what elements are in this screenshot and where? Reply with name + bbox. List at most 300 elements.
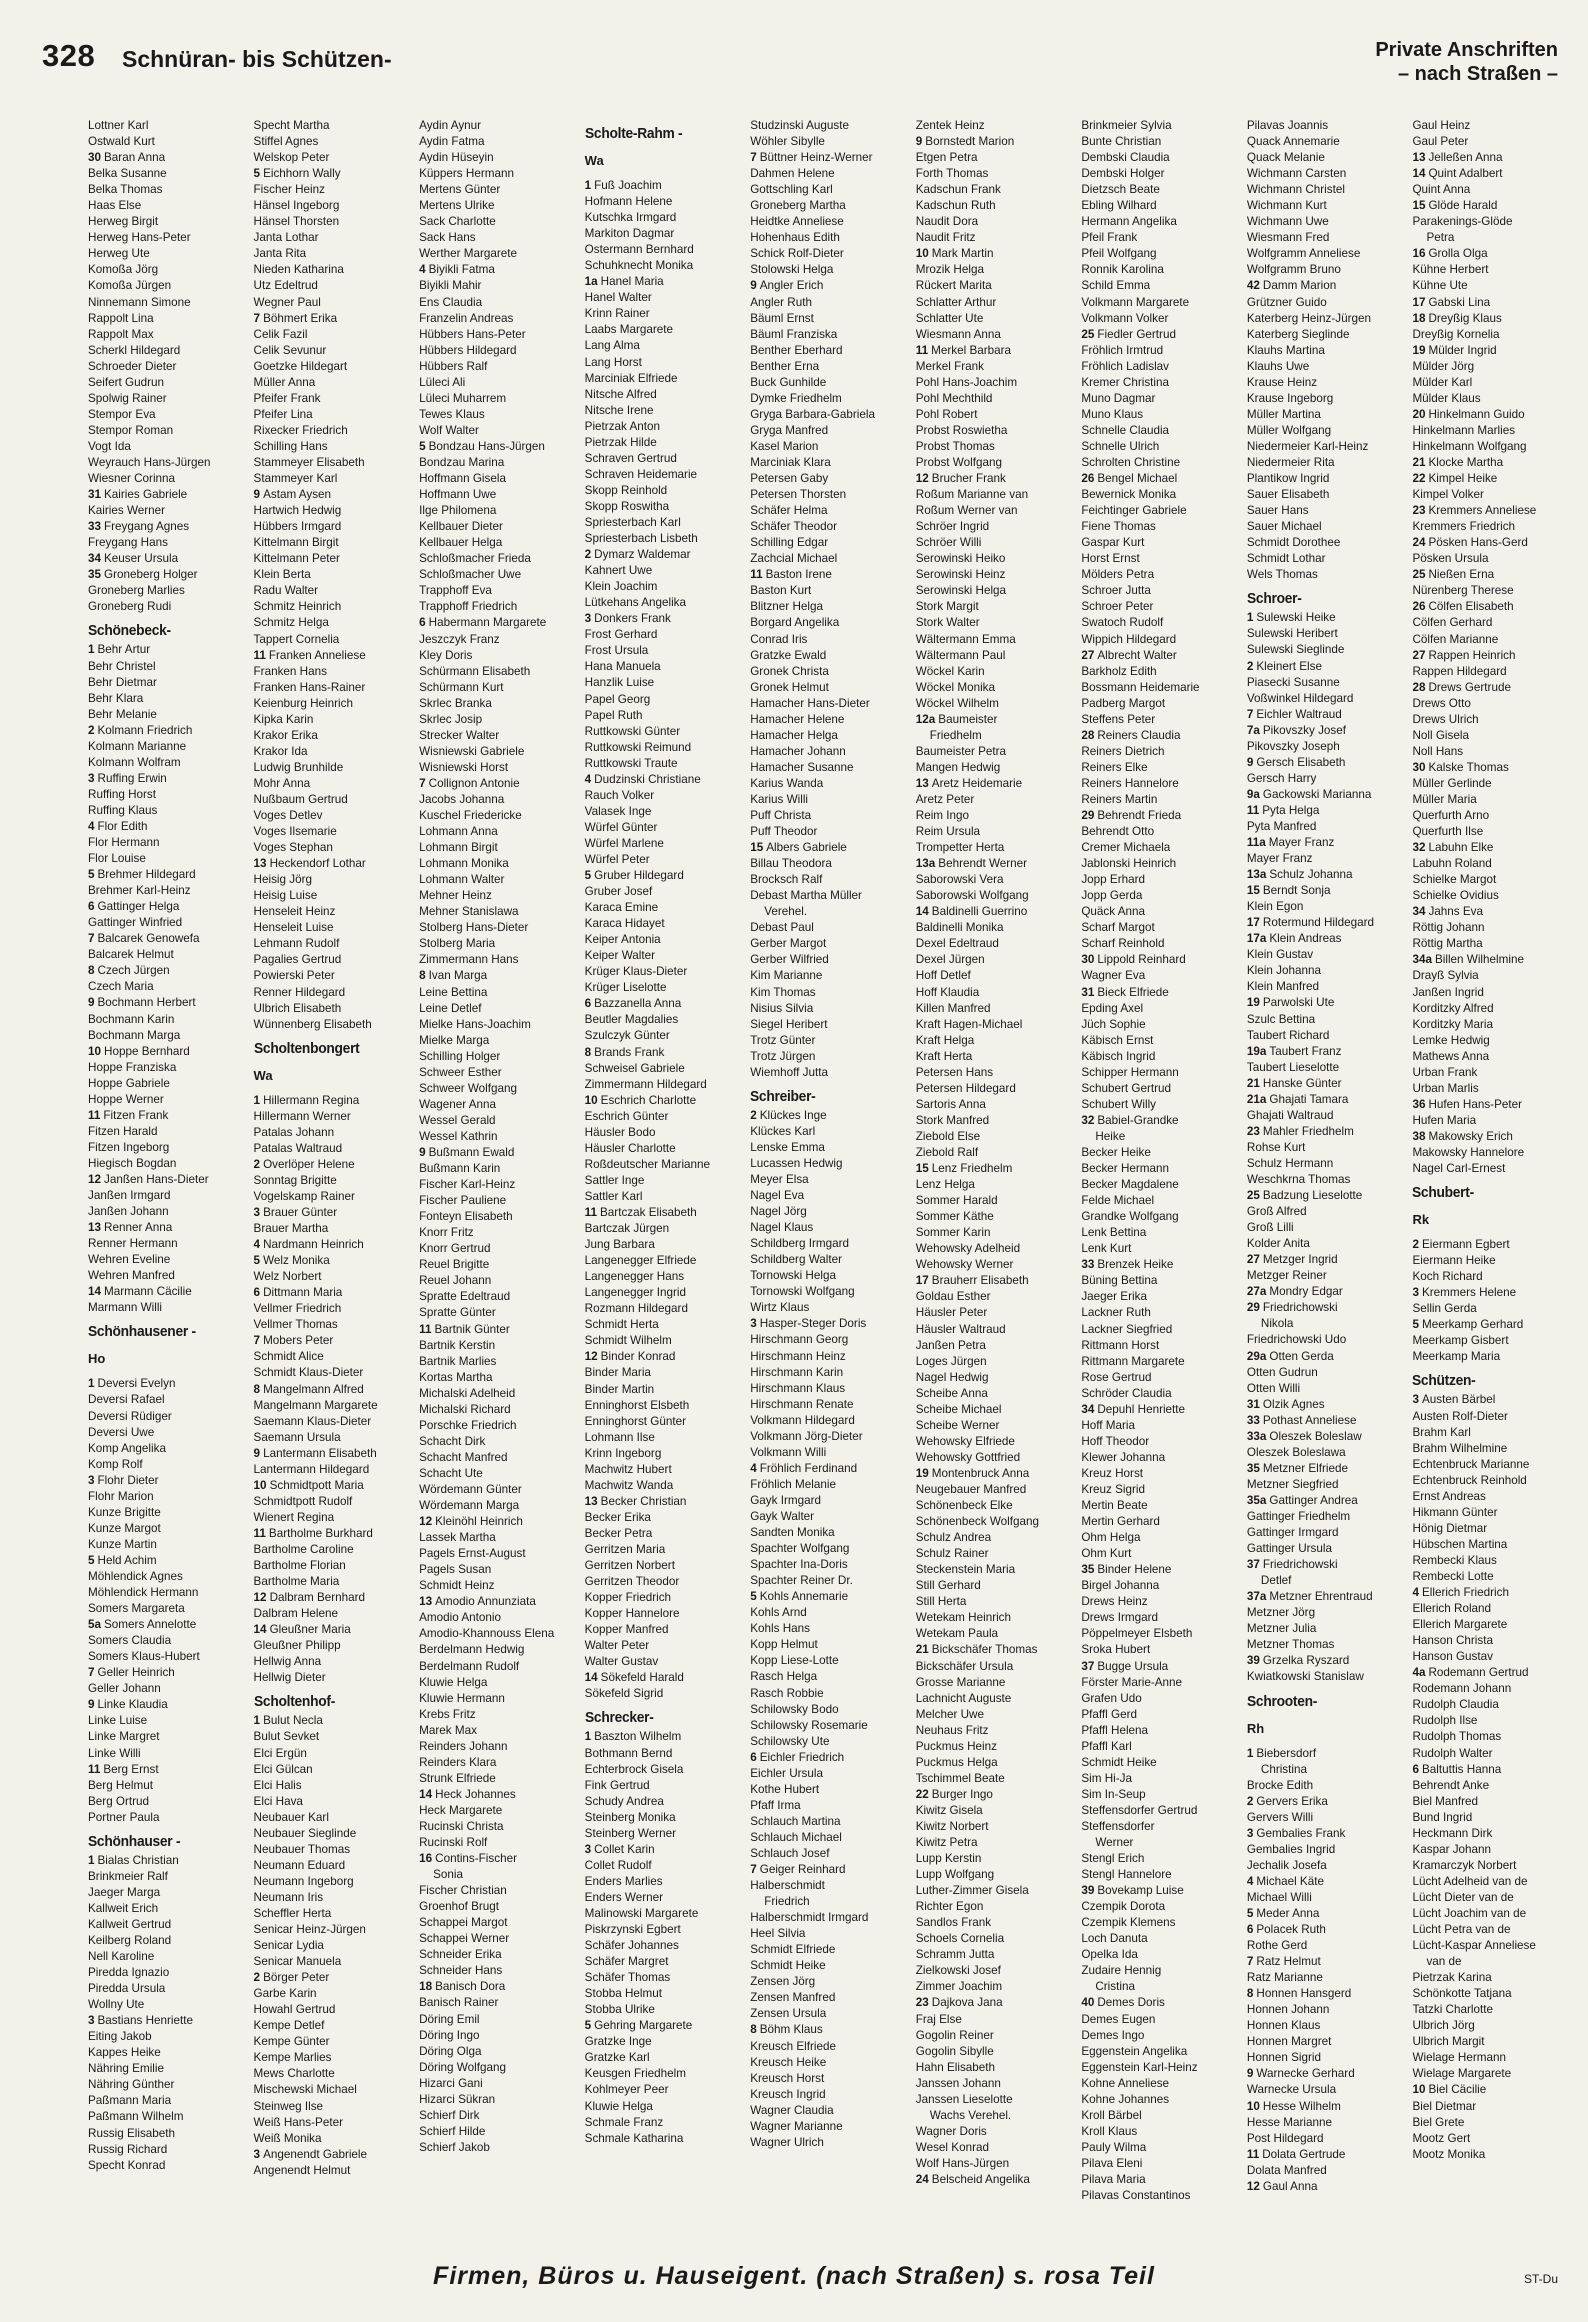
- resident-name: Billen Wilhelmine: [1434, 953, 1524, 967]
- resident-entry: [1247, 1252, 1403, 1268]
- resident-entry: Laabs Margarete: [584, 323, 674, 337]
- resident-entry: [419, 1979, 575, 1995]
- house-number: 3: [750, 1317, 757, 1331]
- resident-entry: Scheibe Michael: [915, 1402, 1002, 1416]
- resident-name: Otten Gerda: [1269, 1349, 1334, 1363]
- resident-entry: [1247, 755, 1403, 771]
- resident-name: Dittmann Maria: [263, 1286, 343, 1300]
- resident-name: Ghajati Tamara: [1269, 1092, 1349, 1106]
- resident-entry: Kolmann Wolfram: [88, 755, 181, 769]
- resident-entry: [916, 246, 1072, 262]
- resident-entry: Tschimmel Beate: [915, 1771, 1005, 1785]
- resident-entry: Voges Stephan: [253, 841, 333, 855]
- resident-name: Bovekamp Luise: [1097, 1884, 1184, 1898]
- house-number: 42: [1246, 279, 1260, 293]
- resident-name: Hufen Hans-Peter: [1428, 1097, 1522, 1111]
- resident-name: Geiger Reinhard: [759, 1863, 846, 1877]
- resident-entry: Kraft Helga: [915, 1033, 975, 1047]
- house-number: 34a: [1412, 953, 1432, 967]
- directory-column: [88, 118, 244, 2204]
- resident-name: Rodemann Gertrud: [1428, 1666, 1529, 1680]
- resident-entry: Pfeifer Lina: [253, 407, 313, 421]
- resident-entry: Lücht Dieter van de: [1412, 1890, 1514, 1904]
- resident-entry: Baston Kurt: [750, 584, 812, 598]
- resident-name: Deversi Evelyn: [97, 1377, 176, 1391]
- resident-entry: Hoffmann Uwe: [419, 488, 497, 502]
- house-number: 2: [88, 723, 95, 737]
- resident-name: Freygang Agnes: [104, 520, 190, 534]
- resident-name: Bulut Necla: [263, 1714, 323, 1728]
- resident-entry: [419, 439, 575, 455]
- resident-entry: Berg Helmut: [88, 1778, 153, 1792]
- resident-entry: Kwiatkowski Stanislaw: [1246, 1670, 1364, 1684]
- resident-name: Collet Karin: [594, 1842, 655, 1856]
- resident-entry: Ostwald Kurt: [88, 135, 155, 149]
- resident-name: Heck Johannes: [435, 1787, 516, 1801]
- resident-name: Eichler Waltraud: [1256, 707, 1342, 721]
- resident-entry: Schmale Franz: [584, 2115, 664, 2129]
- resident-entry: Mertin Beate: [1081, 1499, 1148, 1513]
- resident-entry: [750, 1108, 906, 1124]
- resident-entry: Amodio-Khannouss Elena: [419, 1627, 555, 1641]
- resident-name: Baszton Wilhelm: [594, 1730, 682, 1744]
- resident-name: Binder Helene: [1097, 1563, 1172, 1577]
- resident-entry: Tatzki Charlotte: [1412, 2003, 1493, 2017]
- resident-entry: Pfeifer Frank: [253, 391, 321, 405]
- resident-entry: Janssen Johann: [915, 2076, 1001, 2090]
- resident-entry: [1412, 246, 1568, 262]
- resident-entry: Fischer Heinz: [253, 183, 325, 197]
- resident-entry: Ruttkowski Günter: [584, 724, 681, 738]
- resident-entry: Schmidt Lothar: [1246, 552, 1326, 566]
- house-number: 39: [1081, 1884, 1095, 1898]
- resident-entry: Scheffler Herta: [253, 1906, 332, 1920]
- resident-entry: Knorr Gertrud: [419, 1242, 491, 1256]
- resident-entry: Hizarci Gani: [419, 2076, 483, 2090]
- resident-entry: Otten Willi: [1246, 1381, 1301, 1395]
- resident-entry: Becker Hermann: [1081, 1162, 1170, 1176]
- resident-entry: Gruber Josef: [584, 885, 653, 899]
- resident-entry: Michalski Adelheid: [419, 1386, 516, 1400]
- resident-entry: [1247, 1413, 1403, 1429]
- resident-entry: Jaeger Marga: [88, 1885, 161, 1899]
- resident-name: Ruffing Erwin: [97, 771, 167, 785]
- resident-name: Flor Edith: [97, 819, 148, 833]
- resident-entry: [254, 1713, 410, 1729]
- street-heading: Schrecker-: [584, 1709, 654, 1727]
- house-number: 23: [915, 1996, 929, 2010]
- resident-entry: Rittmann Horst: [1081, 1338, 1160, 1352]
- resident-entry: Kallweit Erich: [88, 1901, 159, 1915]
- resident-entry: Vogelskamp Rainer: [253, 1189, 355, 1203]
- resident-entry: [585, 547, 741, 563]
- house-number: 6: [584, 997, 592, 1011]
- resident-entry: [1081, 1659, 1237, 1675]
- resident-name: Parwolski Ute: [1262, 996, 1335, 1010]
- resident-entry: Weschkrna Thomas: [1246, 1173, 1351, 1186]
- resident-entry: [1247, 1874, 1403, 1890]
- resident-name: Mahler Friedhelm: [1262, 1124, 1354, 1138]
- resident-entry: Wöckel Wilhelm: [915, 696, 999, 710]
- house-number: 9: [1246, 2067, 1254, 2081]
- resident-name: Biebersdorf: [1256, 1746, 1317, 1760]
- resident-entry: Marek Max: [419, 1723, 477, 1737]
- resident-entry: Enders Werner: [584, 1890, 664, 1904]
- resident-entry: Schild Emma: [1081, 279, 1151, 293]
- resident-entry: Ellerich Roland: [1412, 1602, 1492, 1616]
- resident-entry: Nitsche Alfred: [584, 387, 657, 401]
- resident-entry: Kutschka Irmgard: [584, 211, 677, 225]
- street-heading: Scholtenhof-: [253, 1693, 335, 1711]
- resident-entry: Keiper Walter: [584, 949, 656, 963]
- resident-entry: Döring Olga: [419, 2044, 482, 2058]
- resident-entry: [585, 2018, 741, 2034]
- section-label: [1375, 38, 1558, 86]
- resident-entry: Sandlos Frank: [915, 1916, 992, 1930]
- resident-entry: Spratte Günter: [419, 1306, 496, 1320]
- resident-entry: Hanson Christa: [1412, 1634, 1493, 1648]
- resident-entry: [419, 1145, 575, 1161]
- house-number: 1: [1246, 1746, 1254, 1760]
- house-number: 4: [750, 1461, 757, 1475]
- resident-entry: Schröder Claudia: [1081, 1386, 1172, 1400]
- resident-entry: Rudolph Ilse: [1412, 1714, 1478, 1728]
- resident-name: Bialas Christian: [97, 1853, 179, 1867]
- resident-name: Bornstedt Marion: [925, 135, 1015, 149]
- resident-entry: Schnelle Claudia: [1081, 423, 1170, 437]
- resident-entry: Stammeyer Elisabeth: [253, 455, 365, 469]
- resident-entry: Schmale Katharina: [584, 2131, 684, 2145]
- resident-entry: Langenegger Hans: [584, 1270, 685, 1284]
- resident-name: Fröhlich Ferdinand: [759, 1461, 858, 1475]
- resident-entry: Dahmen Helene: [750, 167, 835, 181]
- resident-entry: Kadschun Ruth: [915, 199, 996, 213]
- resident-entry: Serowinski Heinz: [915, 568, 1006, 582]
- resident-entry: Saemann Ursula: [253, 1430, 341, 1444]
- resident-entry: Rittmann Margarete: [1081, 1354, 1185, 1368]
- resident-entry: [88, 487, 244, 503]
- resident-name: Austen Bärbel: [1421, 1393, 1496, 1407]
- house-number: 2: [1412, 1238, 1419, 1252]
- resident-entry: Klein Manfred: [1246, 980, 1319, 994]
- resident-entry: Wördemann Marga: [419, 1499, 520, 1513]
- resident-entry: Schlatter Ute: [915, 311, 984, 325]
- resident-entry: Wippich Hildegard: [1081, 632, 1177, 646]
- resident-entry: Beutler Magdalies: [584, 1013, 679, 1027]
- resident-entry: Echtenbruck Marianne: [1412, 1457, 1530, 1471]
- resident-entry: Kreusch Heike: [750, 2055, 827, 2069]
- resident-entry: Renner Hildegard: [253, 985, 346, 999]
- resident-entry: Markiton Dagmar: [584, 227, 675, 241]
- resident-entry: Opelka Ida: [1081, 1948, 1138, 1962]
- resident-entry: Bewernick Monika: [1081, 488, 1177, 502]
- resident-entry: Stiffel Agnes: [253, 135, 319, 149]
- resident-entry: Behr Dietmar: [88, 675, 157, 689]
- resident-name: Ratz Helmut: [1256, 1955, 1321, 1969]
- house-number: 5: [419, 439, 426, 453]
- house-number: 3: [584, 612, 592, 626]
- house-number: 33: [1246, 1413, 1260, 1427]
- resident-entry: Melcher Uwe: [915, 1707, 984, 1721]
- resident-entry: Kappes Heike: [88, 2046, 161, 2060]
- resident-entry: Bartnik Marlies: [419, 1354, 497, 1368]
- resident-entry: Schmitz Helga: [253, 616, 329, 630]
- house-number: 9: [419, 1146, 426, 1159]
- resident-entry: Meerkamp Gisbert: [1412, 1334, 1509, 1348]
- resident-entry: Bochmann Marga: [88, 1028, 181, 1042]
- resident-name: Eichhorn Wally: [263, 167, 341, 181]
- resident-entry: [585, 1729, 741, 1745]
- resident-entry: Neubauer Sieglinde: [253, 1826, 357, 1840]
- resident-entry: Kadschun Frank: [915, 183, 1001, 197]
- house-number: 7: [88, 932, 95, 946]
- resident-entry: Sauer Michael: [1246, 520, 1322, 534]
- resident-entry: Rembecki Lotte: [1412, 1569, 1494, 1583]
- resident-name: Becker Christian: [600, 1494, 687, 1508]
- resident-entry: Lohmann Birgit: [419, 841, 498, 855]
- resident-entry: Lüleci Ali: [419, 375, 466, 389]
- resident-name: Labuhn Elke: [1428, 841, 1494, 855]
- resident-entry: Wöckel Karin: [915, 664, 985, 678]
- resident-name: Sökefeld Harald: [600, 1671, 684, 1685]
- resident-entry: Sroka Hubert: [1081, 1643, 1151, 1657]
- resident-entry: Kimpel Volker: [1412, 488, 1484, 502]
- resident-entry: Hofmann Helene: [584, 195, 673, 209]
- resident-entry: Zachcial Michael: [750, 552, 838, 566]
- resident-entry: Kellbauer Dieter: [419, 520, 503, 534]
- resident-entry: Cölfen Marianne: [1412, 632, 1499, 646]
- resident-entry: Pagalies Gertrud: [253, 953, 342, 967]
- resident-entry: Hanson Gustav: [1412, 1650, 1493, 1664]
- resident-entry: Rudolph Thomas: [1412, 1730, 1502, 1744]
- resident-entry: Stork Margit: [915, 600, 979, 614]
- resident-entry: Ninnemann Simone: [88, 295, 191, 309]
- directory-column: [1081, 118, 1237, 2204]
- resident-name: Janßen Hans-Dieter: [104, 1173, 209, 1186]
- resident-entry: [1081, 1995, 1237, 2011]
- resident-entry: Querfurth Arno: [1412, 809, 1490, 823]
- resident-entry: Reuel Brigitte: [419, 1258, 490, 1272]
- resident-entry: Schönenbeck Wolfgang: [915, 1515, 1040, 1529]
- resident-entry: Dexel Jürgen: [915, 953, 985, 967]
- resident-entry: Dembski Holger: [1081, 167, 1165, 181]
- resident-entry: Fitzen Ingeborg: [88, 1140, 170, 1154]
- resident-entry: Müller Maria: [1412, 792, 1477, 806]
- resident-entry: Etgen Petra: [915, 151, 978, 165]
- house-number: 34: [1081, 1402, 1095, 1416]
- resident-entry: Makowsky Hannelore: [1412, 1146, 1525, 1159]
- resident-entry: [1412, 1237, 1568, 1253]
- resident-entry: Wolf Hans-Jürgen: [915, 2156, 1010, 2170]
- resident-entry: Echterbrock Gisela: [584, 1762, 684, 1776]
- resident-entry: Metzner Jörg: [1246, 1606, 1316, 1620]
- house-number: 28: [1412, 680, 1426, 694]
- resident-entry: Ohm Helga: [1081, 1531, 1141, 1545]
- resident-name: Renner Anna: [104, 1221, 173, 1235]
- resident-entry: Collet Rudolf: [584, 1858, 652, 1872]
- resident-entry: Mehner Stanislawa: [419, 905, 519, 919]
- resident-entry: Ulbrich Elisabeth: [253, 1001, 342, 1015]
- resident-name: Behrendt Werner: [938, 857, 1028, 871]
- resident-entry: Müller Wolfgang: [1246, 423, 1332, 437]
- resident-entry: [1412, 295, 1568, 311]
- resident-entry: Amodio Antonio: [419, 1611, 501, 1625]
- resident-entry: Schilling Edgar: [750, 536, 829, 550]
- resident-entry: Hönig Dietmar: [1412, 1521, 1488, 1535]
- house-number: 3: [253, 1206, 261, 1219]
- resident-entry: Ruttkowski Traute: [584, 756, 678, 770]
- resident-entry: Kortas Martha: [419, 1370, 493, 1384]
- resident-entry: Kühne Ute: [1412, 279, 1468, 293]
- resident-entry: Bund Ingrid: [1412, 1810, 1473, 1824]
- resident-entry: [254, 1157, 410, 1173]
- resident-entry: Kellbauer Helga: [419, 536, 503, 550]
- resident-entry: Heckmann Dirk: [1412, 1826, 1493, 1840]
- resident-entry: Steffensdorfer Gertrud: [1081, 1803, 1198, 1817]
- resident-entry: Käbisch Ernst: [1081, 1033, 1154, 1047]
- resident-entry: Stempor Eva: [88, 407, 156, 421]
- resident-name: Binder Konrad: [600, 1350, 676, 1364]
- resident-entry: Steffensdorfer: [1081, 1819, 1155, 1833]
- resident-entry: [1247, 787, 1403, 803]
- resident-entry: Kunze Martin: [88, 1537, 157, 1551]
- resident-entry: Sulewski Heribert: [1246, 627, 1338, 641]
- resident-entry: Hübbers Ralf: [419, 359, 488, 373]
- resident-name: Bartczak Elisabeth: [600, 1206, 697, 1219]
- resident-entry: Stobba Helmut: [584, 1987, 662, 2001]
- resident-entry: Gratzke Karl: [584, 2051, 650, 2065]
- house-number: 4: [584, 772, 592, 786]
- resident-entry: [88, 567, 244, 583]
- resident-entry: Hartwich Hedwig: [253, 504, 342, 518]
- resident-entry: Schildberg Irmgard: [750, 1237, 849, 1251]
- resident-entry: Linke Margret: [88, 1730, 160, 1744]
- resident-entry: Volkmann Hildegard: [750, 1413, 855, 1427]
- house-number: 12a: [915, 712, 936, 726]
- resident-entry: Serowinski Helga: [915, 584, 1007, 598]
- resident-name: Berg Ernst: [103, 1762, 159, 1776]
- resident-entry: Wetekam Paula: [915, 1627, 999, 1641]
- resident-entry: Eggenstein Angelika: [1081, 2044, 1188, 2058]
- resident-entry: Schönkotte Tatjana: [1412, 1987, 1512, 2001]
- resident-entry: Schlauch Martina: [750, 1814, 841, 1828]
- resident-entry: Pilavas Constantinos: [1081, 2189, 1191, 2203]
- resident-name: Ivan Marga: [428, 969, 488, 983]
- resident-entry: Honnen Sigrid: [1246, 2051, 1321, 2065]
- resident-entry: Pagels Susan: [419, 1563, 492, 1577]
- resident-entry: [916, 1466, 1072, 1482]
- resident-entry: Groenhof Brugt: [419, 1900, 500, 1914]
- resident-entry: Gaul Heinz: [1412, 119, 1471, 132]
- resident-entry: Spachter Wolfgang: [750, 1542, 850, 1556]
- resident-entry: Krüger Klaus-Dieter: [584, 965, 688, 979]
- resident-entry: [1412, 503, 1568, 519]
- resident-entry: Deversi Rüdiger: [88, 1409, 172, 1423]
- resident-entry: Lohmann Anna: [419, 825, 498, 839]
- house-number: 15: [915, 1162, 929, 1176]
- resident-entry: Heidtke Anneliese: [750, 215, 844, 229]
- resident-entry: Goetzke Hildegart: [253, 359, 348, 373]
- resident-entry: Wichmann Kurt: [1246, 199, 1327, 213]
- resident-name: Bochmann Herbert: [97, 996, 196, 1010]
- resident-entry: Hanel Walter: [584, 291, 652, 305]
- resident-entry: Sommer Karin: [915, 1226, 991, 1240]
- house-number: 10: [915, 247, 929, 261]
- resident-entry: Gottschling Karl: [750, 183, 833, 197]
- resident-entry: Schraven Gertrud: [584, 451, 677, 465]
- resident-entry: Schneider Erika: [419, 1948, 502, 1962]
- resident-entry: Radu Walter: [253, 584, 319, 598]
- resident-entry: [254, 1093, 410, 1109]
- resident-entry: Reim Ingo: [915, 809, 970, 823]
- name-continuation: Detlef: [1260, 1574, 1292, 1588]
- resident-entry: Warnecke Ursula: [1246, 2083, 1337, 2097]
- resident-entry: Krakor Erika: [253, 728, 318, 742]
- resident-entry: Wolf Walter: [419, 423, 479, 437]
- resident-entry: Kremmers Friedrich: [1412, 520, 1516, 534]
- resident-name: Warnecke Gerhard: [1256, 2067, 1355, 2081]
- house-number: 13: [915, 776, 929, 790]
- house-number: 21a: [1246, 1092, 1267, 1106]
- resident-entry: Drews Otto: [1412, 696, 1471, 710]
- house-number: 18: [419, 1980, 433, 1994]
- resident-entry: Heck Margarete: [419, 1803, 503, 1817]
- resident-entry: Benther Erna: [750, 359, 820, 373]
- resident-entry: Dietzsch Beate: [1081, 183, 1160, 197]
- resident-entry: Eiermann Heike: [1412, 1254, 1496, 1268]
- house-number: 18: [1412, 311, 1426, 325]
- resident-entry: Krakor Ida: [253, 744, 308, 758]
- resident-entry: Neuhaus Fritz: [915, 1723, 989, 1737]
- house-number: 25: [1081, 327, 1095, 341]
- resident-entry: Wehowsky Elfriede: [915, 1434, 1015, 1448]
- resident-entry: Schmidt Elfriede: [750, 1943, 836, 1957]
- resident-entry: Zensen Ursula: [750, 2007, 827, 2021]
- resident-entry: [1412, 599, 1568, 615]
- resident-entry: Honnen Johann: [1246, 2003, 1330, 2017]
- resident-entry: Somers Claudia: [88, 1634, 172, 1648]
- resident-entry: Naudit Dora: [915, 215, 979, 229]
- resident-entry: Reiners Dietrich: [1081, 744, 1165, 758]
- house-number: 3: [253, 2147, 261, 2161]
- resident-entry: Pagels Ernst-August: [419, 1547, 526, 1561]
- resident-entry: Käbisch Ingrid: [1081, 1049, 1156, 1063]
- resident-entry: Marciniak Klara: [750, 455, 831, 469]
- house-number: 24: [915, 2173, 929, 2186]
- resident-entry: Hiegisch Bogdan: [88, 1156, 177, 1170]
- house-number: 8: [88, 964, 95, 978]
- resident-entry: [254, 2147, 410, 2163]
- resident-name: Brucher Frank: [931, 472, 1006, 486]
- resident-entry: Sommer Harald: [915, 1194, 998, 1208]
- resident-name: Demes Doris: [1097, 1996, 1165, 2010]
- resident-entry: Russig Elisabeth: [88, 2126, 176, 2140]
- resident-entry: Hoffmann Gisela: [419, 472, 506, 486]
- house-number: 31: [88, 488, 102, 502]
- resident-entry: Taubert Lieselotte: [1246, 1060, 1340, 1074]
- resident-entry: Kunze Margot: [88, 1521, 161, 1535]
- resident-entry: Hirschmann Georg: [750, 1333, 849, 1347]
- resident-entry: Rucinski Rolf: [419, 1836, 488, 1850]
- resident-entry: Parakenings-Glöde: [1412, 215, 1513, 229]
- resident-entry: Brinkmeier Ralf: [88, 1869, 168, 1883]
- house-number: 4: [419, 263, 426, 277]
- resident-name: Brands Frank: [594, 1045, 665, 1059]
- resident-entry: Bondzau Marina: [419, 455, 505, 469]
- resident-entry: Volkmann Jörg-Dieter: [750, 1429, 863, 1443]
- resident-entry: Powierski Peter: [253, 969, 335, 983]
- resident-entry: Neubauer Thomas: [253, 1842, 351, 1856]
